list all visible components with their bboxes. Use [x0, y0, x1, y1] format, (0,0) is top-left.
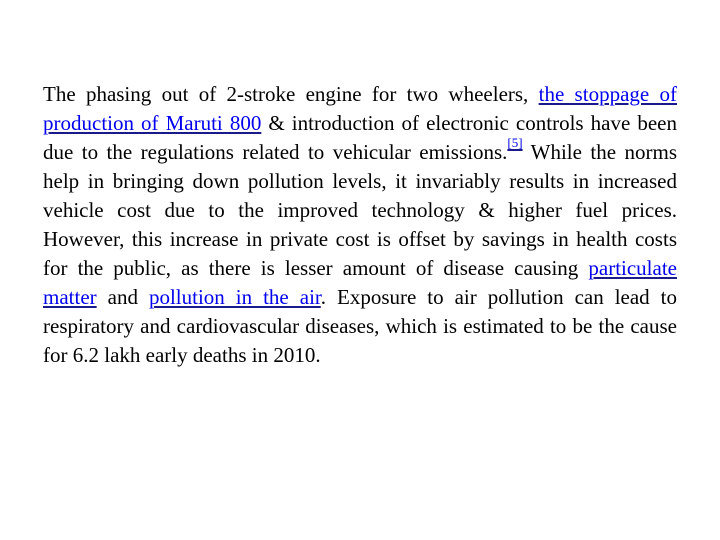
text-segment-exposure: . Exposure to air pollution can lead to respiratory and cardiovascular diseases, which is estimated to be the cause for 6.2 lakh early deaths in 2010.: [43, 285, 678, 367]
text-segment-norms: While the norms help in bringing down pollution levels, it invariably results in increased vehicle cost due to the improved technology & higher fuel prices. However, this increase in private cost is offset by savings in health costs for the public, as there is lesser amount of disease causing: [43, 140, 677, 280]
text-segment-regulations: & introduction of electronic controls have been due to the regulations related to vehicular emissions.: [43, 111, 678, 164]
link-stoppage-maruti-800[interactable]: the stoppage of production of Maruti 800: [43, 82, 677, 135]
link-particulate-matter[interactable]: particulate matter: [43, 256, 677, 309]
text-segment-and: and: [96, 285, 149, 309]
link-pollution-in-the-air[interactable]: pollution in the air: [148, 285, 321, 309]
text-segment-intro: The phasing out of 2-stroke engine for two wheelers,: [43, 82, 539, 106]
reference-link-5[interactable]: [5]: [507, 135, 523, 150]
body-paragraph: [43, 80, 677, 370]
